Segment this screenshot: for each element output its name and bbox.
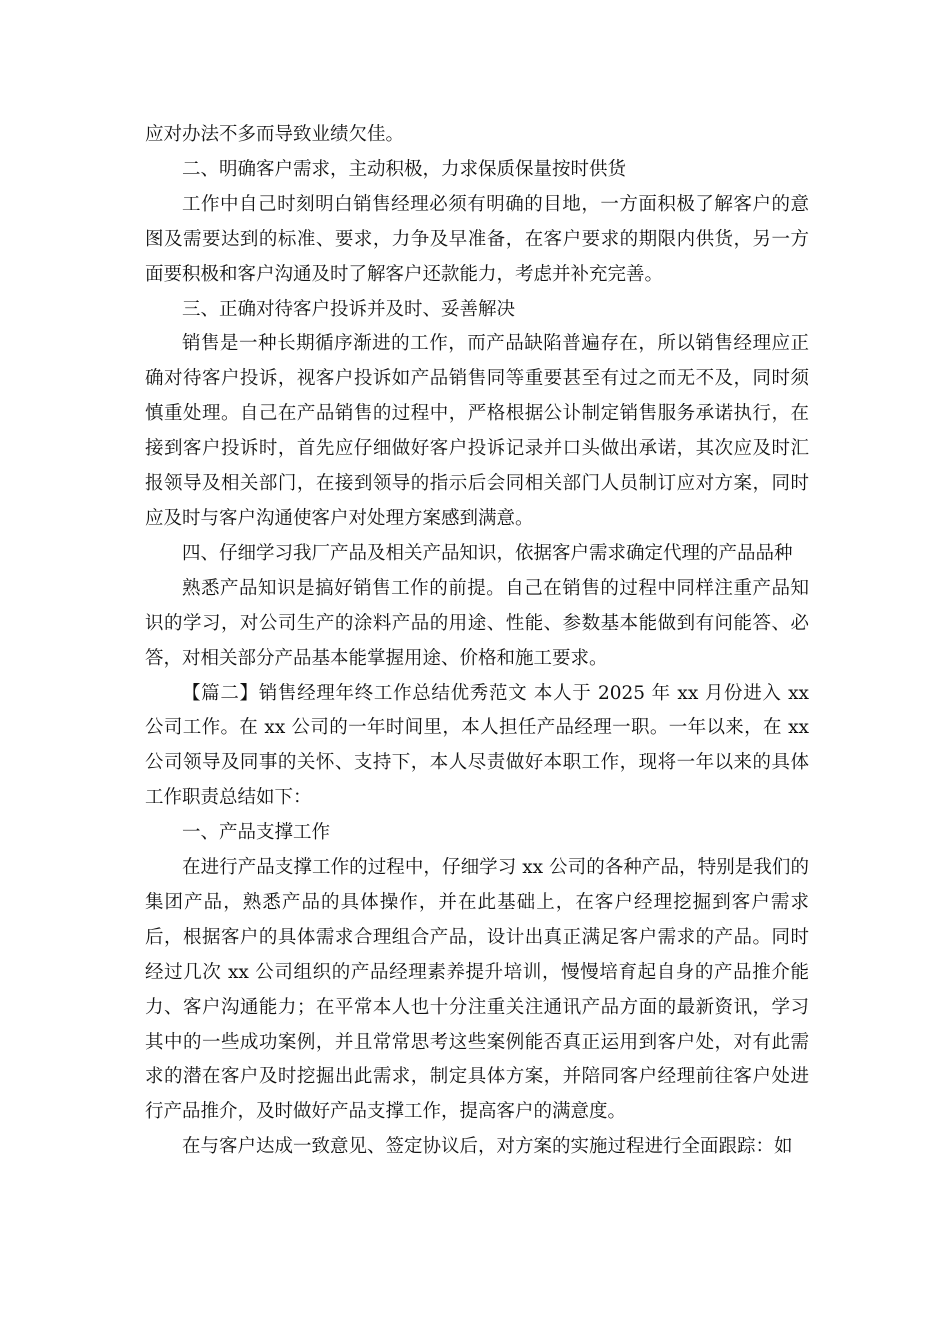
section-heading: 三、正确对待客户投诉并及时、妥善解决	[182, 298, 516, 320]
paragraph: 在进行产品支撑工作的过程中，仔细学习 xx 公司的各种产品，特别是我们的集团产品，熟悉产品的具体操作，并在此基础上，在客户经理挖掘到客户需求后，根据客户的具体需求合理组合产品，设计出真正满足客户需求的产品。同时经过几次 xx 公司组织的产品经理素养提升培训，慢慢培育起自身的产品推介能力、客户沟通能力；在平常本人也十分注重关注通讯产品方面的最新资讯，学习其中的一些成功案例，并且常常思考这些案例能否真正运用到客户处，对有此需求的潜在客户及时挖掘出此需求，制定具体方案，并陪同客户经理前往客户处进行产品推介，及时做好产品支撑工作，提高客户的满意度。	[145, 857, 809, 1123]
paragraph: 应对办法不多而导致业绩欠佳。	[145, 124, 405, 145]
paragraph: 在与客户达成一致意见、签定协议后，对方案的实施过程进行全面跟踪：如	[182, 1136, 793, 1158]
paragraph: 工作中自己时刻明白销售经理必须有明确的目地，一方面积极了解客户的意图及需要达到的标准、要求，力争及早准备，在客户要求的期限内供货，另一方面要积极和客户沟通及时了解客户还款能力，考虑并补充完善。	[145, 193, 809, 285]
paragraph: 【篇二】销售经理年终工作总结优秀范文 本人于 2025 年 xx 月份进入 xx 公司工作。在 xx 公司的一年时间里，本人担任产品经理一职。一年以来，在 xx 公司领导及同事的关怀、支持下，本人尽责做好本职工作，现将一年以来的具体工作职责总结如下：	[145, 682, 809, 809]
paragraph: 销售是一种长期循序渐进的工作，而产品缺陷普遍存在，所以销售经理应正确对待客户投诉，视客户投诉如产品销售同等重要甚至有过之而无不及，同时须慎重处理。自己在产品销售的过程中，严格根据公讣制定销售服务承诺执行，在接到客户投诉时，首先应仔细做好客户投诉记录并口头做出承诺，其次应及时汇报领导及相关部门，在接到领导的指示后会同相关部门人员制订应对方案，同时应及时与客户沟通使客户对处理方案感到满意。	[145, 333, 809, 529]
section-heading: 二、明确客户需求，主动积极，力求保质保量按时供货	[182, 158, 627, 180]
section-heading: 一、产品支撑工作	[182, 822, 331, 844]
section-heading: 四、仔细学习我厂产品及相关产品知识，依据客户需求确定代理的产品品种	[182, 542, 793, 564]
paragraph: 熟悉产品知识是搞好销售工作的前提。自己在销售的过程中同样注重产品知识的学习，对公司生产的涂料产品的用途、性能、参数基本能做到有问能答、必答，对相关部分产品基本能掌握用途、价格和施工要求。	[145, 577, 809, 669]
document-body	[145, 118, 809, 1165]
